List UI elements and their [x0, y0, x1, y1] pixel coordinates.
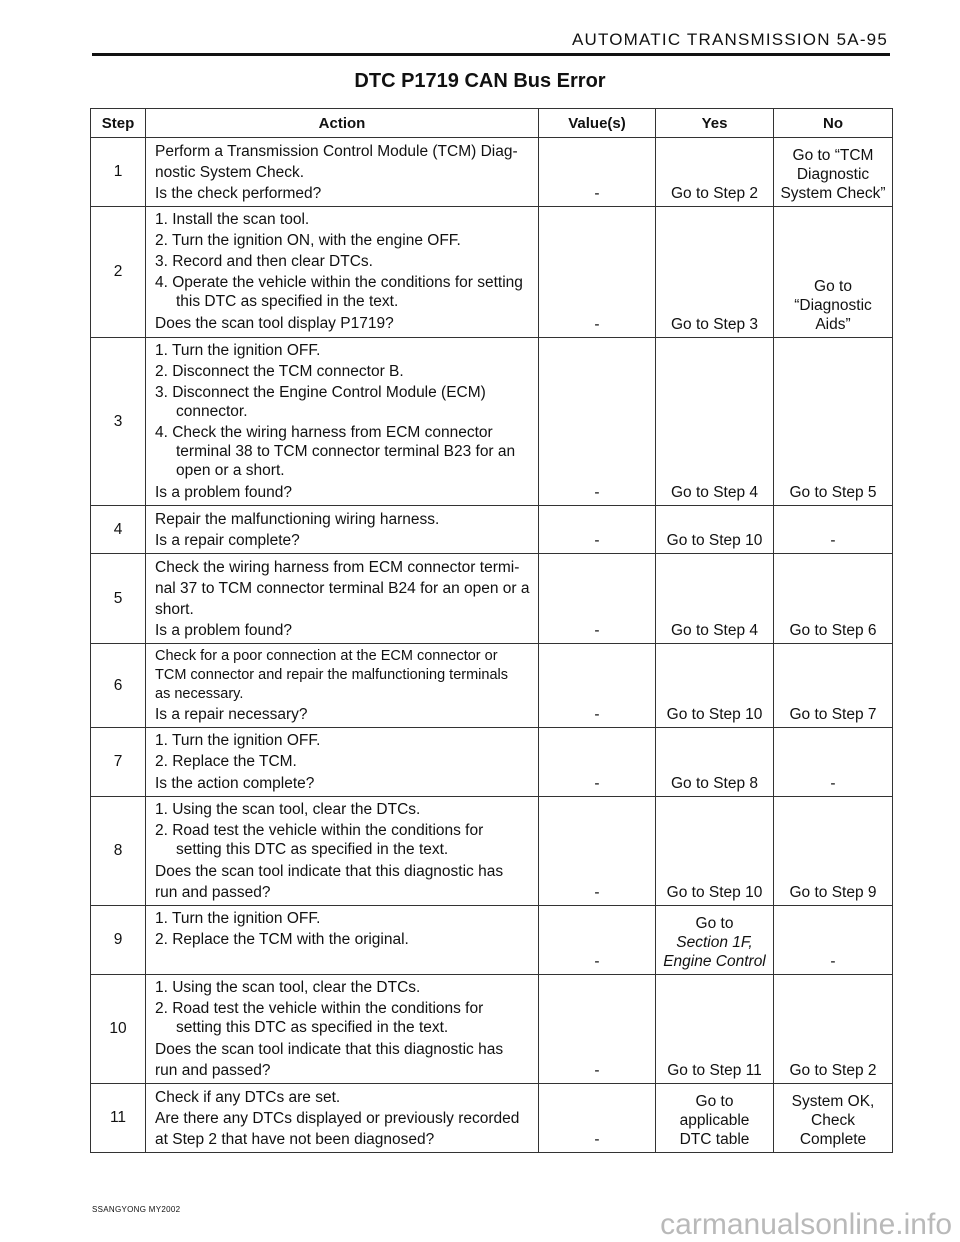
action-cell: [146, 1084, 539, 1153]
value-cell: -: [539, 797, 656, 906]
action-text-line: Does the scan tool indicate that this diagnostic has: [155, 1041, 504, 1058]
no-outcome-line: Go to “TCM: [792, 147, 874, 164]
value-cell: -: [539, 906, 656, 975]
action-text-line: Is the action complete?: [155, 775, 315, 792]
section-reference: Section 1F,: [676, 934, 753, 951]
running-header: AUTOMATIC TRANSMISSION 5A-95: [571, 30, 888, 49]
action-text-line: at Step 2 that have not been diagnosed?: [155, 1131, 435, 1148]
action-text-line: short.: [155, 601, 194, 618]
action-numbered-item: 3. Disconnect the Engine Control Module (ECM) connector.: [155, 384, 486, 420]
yes-outcome-line: Go to Step 10: [666, 706, 763, 723]
no-outcome: [774, 906, 893, 975]
step-number: 2: [91, 207, 146, 338]
column-header-step: Step: [91, 109, 146, 138]
action-numbered-item: 2. Turn the ignition ON, with the engine OFF.: [155, 232, 461, 249]
action-cell: [146, 975, 539, 1084]
yes-outcome: [656, 975, 774, 1084]
column-header-values: Value(s): [539, 109, 656, 138]
page-title: DTC P1719 CAN Bus Error: [354, 70, 606, 92]
step-number: 5: [91, 554, 146, 644]
action-cell: [146, 338, 539, 506]
diagnostic-table: [90, 108, 893, 1153]
no-outcome-line: Check: [811, 1112, 855, 1129]
action-text-line: Repair the malfunctioning wiring harness.: [155, 511, 440, 528]
watermark: carmanualsonline.info: [660, 1208, 952, 1241]
no-outcome-line: System Check”: [780, 185, 886, 202]
value-cell: -: [539, 338, 656, 506]
yes-outcome-line: Go to Step 2: [670, 185, 759, 202]
no-outcome: [774, 644, 893, 728]
no-outcome: [774, 506, 893, 554]
step-number: 9: [91, 906, 146, 975]
column-header-no: No: [774, 109, 893, 138]
no-outcome: [774, 554, 893, 644]
section-reference: Engine Control: [663, 953, 766, 970]
action-numbered-item: 4. Operate the vehicle within the conditions for setting this DTC as specified in the text.: [155, 274, 523, 310]
yes-outcome-line: Go to Step 11: [667, 1062, 762, 1079]
step-number: 6: [91, 644, 146, 728]
yes-outcome: [656, 207, 774, 338]
action-text-line: TCM connector and repair the malfunctioning terminals: [155, 667, 508, 683]
no-outcome-line: Go to: [814, 278, 852, 295]
yes-outcome-line: Go to Step 3: [670, 316, 759, 333]
table-row: [91, 1084, 893, 1153]
action-numbered-item: 3. Record and then clear DTCs.: [155, 253, 373, 270]
yes-outcome-line: applicable: [679, 1112, 750, 1129]
action-text-line: as necessary.: [155, 686, 244, 702]
action-numbered-item: 4. Check the wiring harness from ECM connector terminal 38 to TCM connector terminal B23 for an open or a short.: [155, 424, 516, 479]
step-number: 1: [91, 138, 146, 207]
no-outcome-line: Go to Step 9: [789, 884, 877, 901]
step-number: 10: [91, 975, 146, 1084]
action-text-line: nostic System Check.: [155, 164, 305, 181]
yes-outcome-line: Go to: [695, 915, 734, 932]
no-outcome-line: “Diagnostic: [794, 297, 872, 314]
no-outcome-line: Go to Step 2: [789, 1062, 877, 1079]
no-outcome-line: Go to Step 6: [789, 622, 877, 639]
action-numbered-item: 1. Turn the ignition OFF.: [155, 732, 321, 749]
yes-outcome: [656, 644, 774, 728]
action-text-line: nal 37 to TCM connector terminal B24 for an open or a: [155, 580, 530, 597]
yes-outcome: [656, 554, 774, 644]
table-row: [91, 554, 893, 644]
action-text-line: Does the scan tool display P1719?: [155, 315, 394, 332]
action-numbered-item: 2. Disconnect the TCM connector B.: [155, 363, 404, 380]
yes-outcome-line: Go to Step 4: [670, 622, 759, 639]
action-cell: [146, 797, 539, 906]
no-outcome-line: Go to Step 5: [789, 484, 877, 501]
yes-outcome-line: Go to: [695, 1093, 734, 1110]
value-cell: -: [539, 1084, 656, 1153]
action-numbered-item: 1. Install the scan tool.: [155, 211, 310, 228]
yes-outcome: [656, 797, 774, 906]
value-cell: -: [539, 728, 656, 797]
action-text-line: run and passed?: [155, 1062, 271, 1079]
action-text-line: Perform a Transmission Control Module (TCM) Diag-: [155, 143, 518, 160]
action-cell: [146, 906, 539, 975]
step-number: 7: [91, 728, 146, 797]
no-outcome: [774, 797, 893, 906]
yes-outcome-line: Go to Step 10: [666, 532, 763, 549]
action-numbered-item: 1. Using the scan tool, clear the DTCs.: [155, 801, 421, 818]
action-cell: [146, 506, 539, 554]
table-row: [91, 506, 893, 554]
table-header-row: [91, 109, 893, 138]
no-outcome-line: -: [830, 775, 836, 792]
no-outcome: [774, 728, 893, 797]
no-outcome-line: -: [830, 953, 836, 970]
action-cell: [146, 728, 539, 797]
no-outcome: [774, 1084, 893, 1153]
value-cell: -: [539, 554, 656, 644]
action-numbered-item: 2. Road test the vehicle within the conditions for setting this DTC as specified in the text.: [155, 1000, 484, 1036]
yes-outcome: [656, 138, 774, 207]
action-numbered-item: 1. Turn the ignition OFF.: [155, 910, 321, 927]
action-text-line: Is a repair complete?: [155, 532, 300, 549]
yes-outcome: [656, 906, 774, 975]
no-outcome-line: Complete: [799, 1131, 867, 1148]
action-text-line: Are there any DTCs displayed or previously recorded: [155, 1110, 520, 1127]
table-row: [91, 975, 893, 1084]
step-number: 11: [91, 1084, 146, 1153]
value-cell: -: [539, 644, 656, 728]
header-rule: [92, 53, 890, 56]
value-cell: -: [539, 975, 656, 1084]
action-text-line: run and passed?: [155, 884, 271, 901]
value-cell: -: [539, 207, 656, 338]
table-row: [91, 728, 893, 797]
value-cell: -: [539, 506, 656, 554]
no-outcome-line: System OK,: [791, 1093, 875, 1110]
footer-text: SSANGYONG MY2002: [92, 1205, 181, 1214]
value-cell: -: [539, 138, 656, 207]
action-numbered-item: 2. Road test the vehicle within the conditions for setting this DTC as specified in the text.: [155, 822, 484, 858]
action-cell: [146, 207, 539, 338]
table-row: [91, 138, 893, 207]
action-numbered-item: 1. Turn the ignition OFF.: [155, 342, 321, 359]
column-header-action: Action: [146, 109, 539, 138]
action-text-line: Does the scan tool indicate that this diagnostic has: [155, 863, 504, 880]
action-numbered-item: 1. Using the scan tool, clear the DTCs.: [155, 979, 421, 996]
action-text-line: Check for a poor connection at the ECM connector or: [155, 648, 498, 664]
action-cell: [146, 644, 539, 728]
no-outcome-line: -: [830, 532, 836, 549]
table-row: [91, 207, 893, 338]
action-text-line: Is a problem found?: [155, 484, 293, 501]
action-text-line: Check the wiring harness from ECM connector termi-: [155, 559, 520, 576]
no-outcome: [774, 338, 893, 506]
yes-outcome-line: DTC table: [679, 1131, 750, 1148]
table-row: [91, 797, 893, 906]
column-header-yes: Yes: [656, 109, 774, 138]
action-text-line: Is the check performed?: [155, 185, 322, 202]
table-row: [91, 338, 893, 506]
table-row: [91, 906, 893, 975]
yes-outcome: [656, 1084, 774, 1153]
no-outcome-line: Diagnostic: [796, 166, 870, 183]
action-cell: [146, 554, 539, 644]
no-outcome-line: Go to Step 7: [789, 706, 877, 723]
yes-outcome: [656, 338, 774, 506]
step-number: 3: [91, 338, 146, 506]
table-row: [91, 644, 893, 728]
no-outcome-line: Aids”: [815, 316, 851, 333]
action-text-line: Check if any DTCs are set.: [155, 1089, 341, 1106]
yes-outcome: [656, 728, 774, 797]
no-outcome: [774, 138, 893, 207]
action-text-line: Is a problem found?: [155, 622, 293, 639]
action-numbered-item: 2. Replace the TCM with the original.: [155, 931, 409, 948]
yes-outcome-line: Go to Step 4: [670, 484, 759, 501]
action-text-line: Is a repair necessary?: [155, 706, 308, 723]
yes-outcome-line: Go to Step 10: [666, 884, 763, 901]
step-number: 4: [91, 506, 146, 554]
no-outcome: [774, 975, 893, 1084]
action-cell: [146, 138, 539, 207]
yes-outcome-line: Go to Step 8: [670, 775, 759, 792]
yes-outcome: [656, 506, 774, 554]
action-numbered-item: 2. Replace the TCM.: [155, 753, 297, 770]
no-outcome: [774, 207, 893, 338]
table-body: [91, 138, 893, 1153]
step-number: 8: [91, 797, 146, 906]
